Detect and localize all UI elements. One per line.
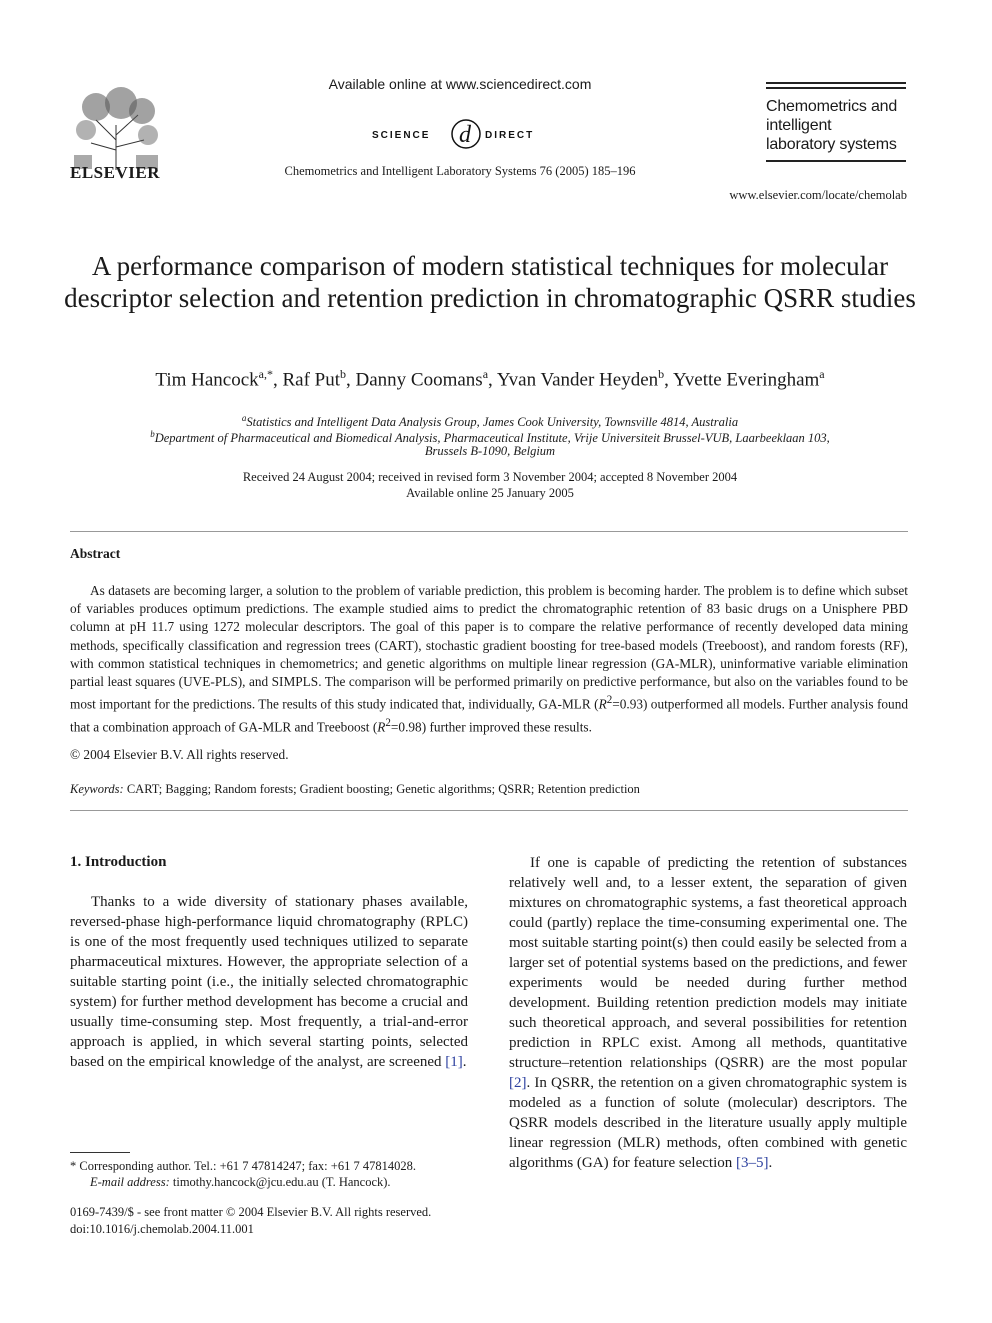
journal-title: Chemometrics and intelligent laboratory systems [766, 98, 898, 153]
author-affil-sup: a [482, 367, 489, 381]
abstract-body: As datasets are becoming larger, a solution to the problem of variable prediction, this problem is becoming harder. The problem is to define which subset of variables produces optimum predictions. The example studied aims to predict the chromatographic retention of 83 basic drugs on a Unisphere PBD column at pH 11.7 using 1272 molecular descriptors. The goal of this paper is to compare the relative performance of recently developed data mining methods, specifically classification and regression trees (CART), stochastic gradient boosting for tree-based models (Treeboost), and random forests (RF), with common statistical techniques in chemometrics; and genetic algorithms on multiple linear regression (GA-MLR), uninformative variable elimination partial least squares (UVE-PLS), and SIMPLS. The comparison will be performed primarily on predictive performance, but also on the variables found to be most important for the predictions. The results of this study indicated that, individually, GA-MLR $(R^2=0.93)$ outperformed all models. Further analysis found that a combination approach of GA-MLR and Treeboost $(R^2=0.98)$ further improved these results. [70, 583, 908, 735]
author-affil-sup: a [819, 367, 825, 381]
email-address[interactable]: timothy.hancock@jcu.edu.au (T. Hancock). [172, 1175, 391, 1189]
svg-text:d: d [459, 122, 471, 148]
paragraph-text: . In QSRR, the retention on a given chromatographic system is modeled as a function of solute (molecular) descriptors. The QSRR models described in the literature usually apply multiple linear regression (MLR) methods, often combined with genetic algorithms (GA) for feature selection [509, 1075, 907, 1171]
email-note [90, 1174, 391, 1190]
affil-sup: b [150, 429, 155, 439]
available-online-text[interactable]: Available online at www.sciencedirect.com [328, 76, 592, 92]
issn-doi-block [70, 1204, 431, 1238]
affil-text: Department of Pharmaceutical and Biomedical Analysis, Pharmaceutical Institute, Vrije Universiteit Brussel-VUB, Laarbeeklaan 103, [154, 431, 830, 446]
abstract-text: As datasets are becoming larger, a solution to the problem of variable prediction, this problem is becoming harder. The problem is to define which subset of variables produces optimum predictions. The example studied aims to predict the chromatographic retention of 83 basic drugs on a Unisphere PBD column at pH 11.7 using 1272 molecular descriptors. The goal of this paper is to compare the relative performance of recently developed data mining methods, specifically classification and regression trees (CART), stochastic gradient boosting for tree-based models (Treeboost), and random forests (RF), with common statistical techniques in chemometrics; and genetic algorithms on multiple linear regression (GA-MLR), uninformative variable elimination partial least squares (UVE-PLS), and SIMPLS. The comparison will be performed primarily on predictive performance, but also on the variables found to be most important for the predictions. The results of this study indicated that, individually, GA-MLR ( [70, 583, 908, 712]
body-column-right: If one is capable of predicting the retention of substances relatively well and, to a lesser extent, the separation of given mixtures on chromatographic systems, a fast theoretical approach could (partly) replace the time-consuming experimental one. The most suitable starting point(s) then could easily be selected from a larger set of potential systems based on the predictions, and fewer experiments would be needed during further method development. Building retention prediction models may initiate such theoretical approach, and several possibilities for retention prediction in RPLC exist. Among all methods, quantitative structure–retention relationships (QSRR) are the most popular [2]. In QSRR, the retention on a given chromatographic system is modeled as a function of solute (molecular) descriptors. The QSRR models described in the literature usually apply multiple linear regression (MLR) methods, often combined with genetic algorithms (GA) for feature selection [3–5]. [509, 855, 907, 1171]
email-label: E-mail address: [90, 1175, 170, 1189]
sd-left-text: SCIENCE [372, 130, 431, 141]
author-name: Raf Put [282, 369, 341, 391]
affiliation-b-line2: Brussels B-1090, Belgium [424, 444, 556, 458]
abstract-copyright: © 2004 Elsevier B.V. All rights reserved. [70, 747, 289, 762]
keywords-list: CART; Bagging; Random forests; Gradient boosting; Genetic algorithms; QSRR; Retention prediction [126, 782, 640, 796]
citation-link[interactable]: [3–5] [736, 1155, 769, 1171]
paragraph-text: Thanks to a wide diversity of stationary phases available, reversed-phase high-performance liquid chromatography (RPLC) is one of the most frequently used techniques utilized to separate pharmaceutical mixtures. However, the appropriate selection of a suitable starting point (i.e., the initially selected chromatographic system) for further method development has become a crucial and usually time-consuming step. Most frequently, a trial-and-error approach is applied, in which several starting points, selected based on the empirical knowledge of the analyst, are screened [70, 894, 468, 1070]
keywords-label: Keywords: [70, 782, 124, 796]
abstract-text: =0.93) outperformed all models. Further analysis found that a combination approach of GA-MLR and Treeboost ( [70, 696, 908, 735]
r-symbol: R [377, 719, 386, 735]
paragraph-text: If one is capable of predicting the retention of substances relatively well and, to a lesser extent, the separation of given mixtures on chromatographic systems, a fast theoretical approach could (partly) replace the time-consuming experimental one. The most suitable starting point(s) then could easily be selected from a larger set of potential systems based on the predictions, and fewer experiments would be needed during further method development. Building retention prediction models may initiate such theoretical approach, and several possibilities for retention prediction in RPLC exist. Among all methods, quantitative structure–retention relationships (QSRR) are the most popular [509, 855, 907, 1071]
divider [70, 531, 908, 532]
publisher-name: ELSEVIER [70, 163, 160, 182]
doi-line[interactable]: doi:10.1016/j.chemolab.2004.11.001 [70, 1222, 254, 1236]
author-name: Yvan Vander Heyden [496, 369, 659, 391]
sciencedirect-logo [370, 114, 560, 154]
available-online-date: Available online 25 January 2005 [406, 486, 574, 500]
article-title: A performance comparison of modern statistical techniques for molecular descriptor selection and retention prediction in chromatographic QSRR studies [64, 251, 916, 313]
journal-title-box [766, 82, 906, 165]
abstract-text: =0.98) further improved these results. [390, 719, 592, 735]
journal-citation: Chemometrics and Intelligent Laboratory Systems 76 (2005) 185–196 [284, 164, 636, 178]
sd-right-text: DIRECT [485, 130, 535, 141]
received-dates: Received 24 August 2004; received in revised form 3 November 2004; accepted 8 November 2004 [242, 470, 738, 484]
section-heading: 1. Introduction [70, 854, 167, 870]
author-affil-sup: b [340, 367, 347, 381]
r-symbol: R [598, 696, 607, 712]
affil-sup: a [241, 413, 247, 423]
author-affil-sup: b [658, 367, 665, 381]
body-column-left: Thanks to a wide diversity of stationary phases available, reversed-phase high-performance liquid chromatography (RPLC) is one of the most frequently used techniques utilized to separate pharmaceutical mixtures. However, the appropriate selection of a suitable starting point (i.e., the initially selected chromatographic system) for further method development has become a crucial and usually time-consuming step. Most frequently, a trial-and-error approach is applied, in which several starting points, selected based on the empirical knowledge of the analyst, are screened [1]. [70, 894, 468, 1070]
citation-link[interactable]: [2] [509, 1075, 527, 1091]
divider [70, 810, 908, 811]
author-affil-sup: a,* [258, 367, 273, 381]
keywords [70, 782, 640, 797]
corresponding-author-note: * Corresponding author. Tel.: +61 7 47814247; fax: +61 7 47814028. [70, 1159, 416, 1173]
author-name: Danny Coomans [355, 369, 483, 391]
author-name: Yvette Everingham [672, 369, 820, 391]
author-name: Tim Hancock [155, 369, 259, 391]
citation-link[interactable]: [1] [445, 1054, 463, 1070]
affil-text: Statistics and Intelligent Data Analysis Group, James Cook University, Townsville 4814, Australia [246, 415, 739, 430]
journal-url[interactable]: www.elsevier.com/locate/chemolab [729, 188, 907, 202]
footnote-rule [70, 1152, 130, 1153]
abstract-heading: Abstract [70, 546, 121, 561]
issn-line: 0169-7439/$ - see front matter © 2004 Elsevier B.V. All rights reserved. [70, 1205, 432, 1219]
author-list: Tim Hancock$^{a,*}$, Raf Put$^b$, Danny Coomans$^a$, Yvan Vander Heyden$^b$, Yvette Everingham$^a$ [155, 367, 825, 391]
